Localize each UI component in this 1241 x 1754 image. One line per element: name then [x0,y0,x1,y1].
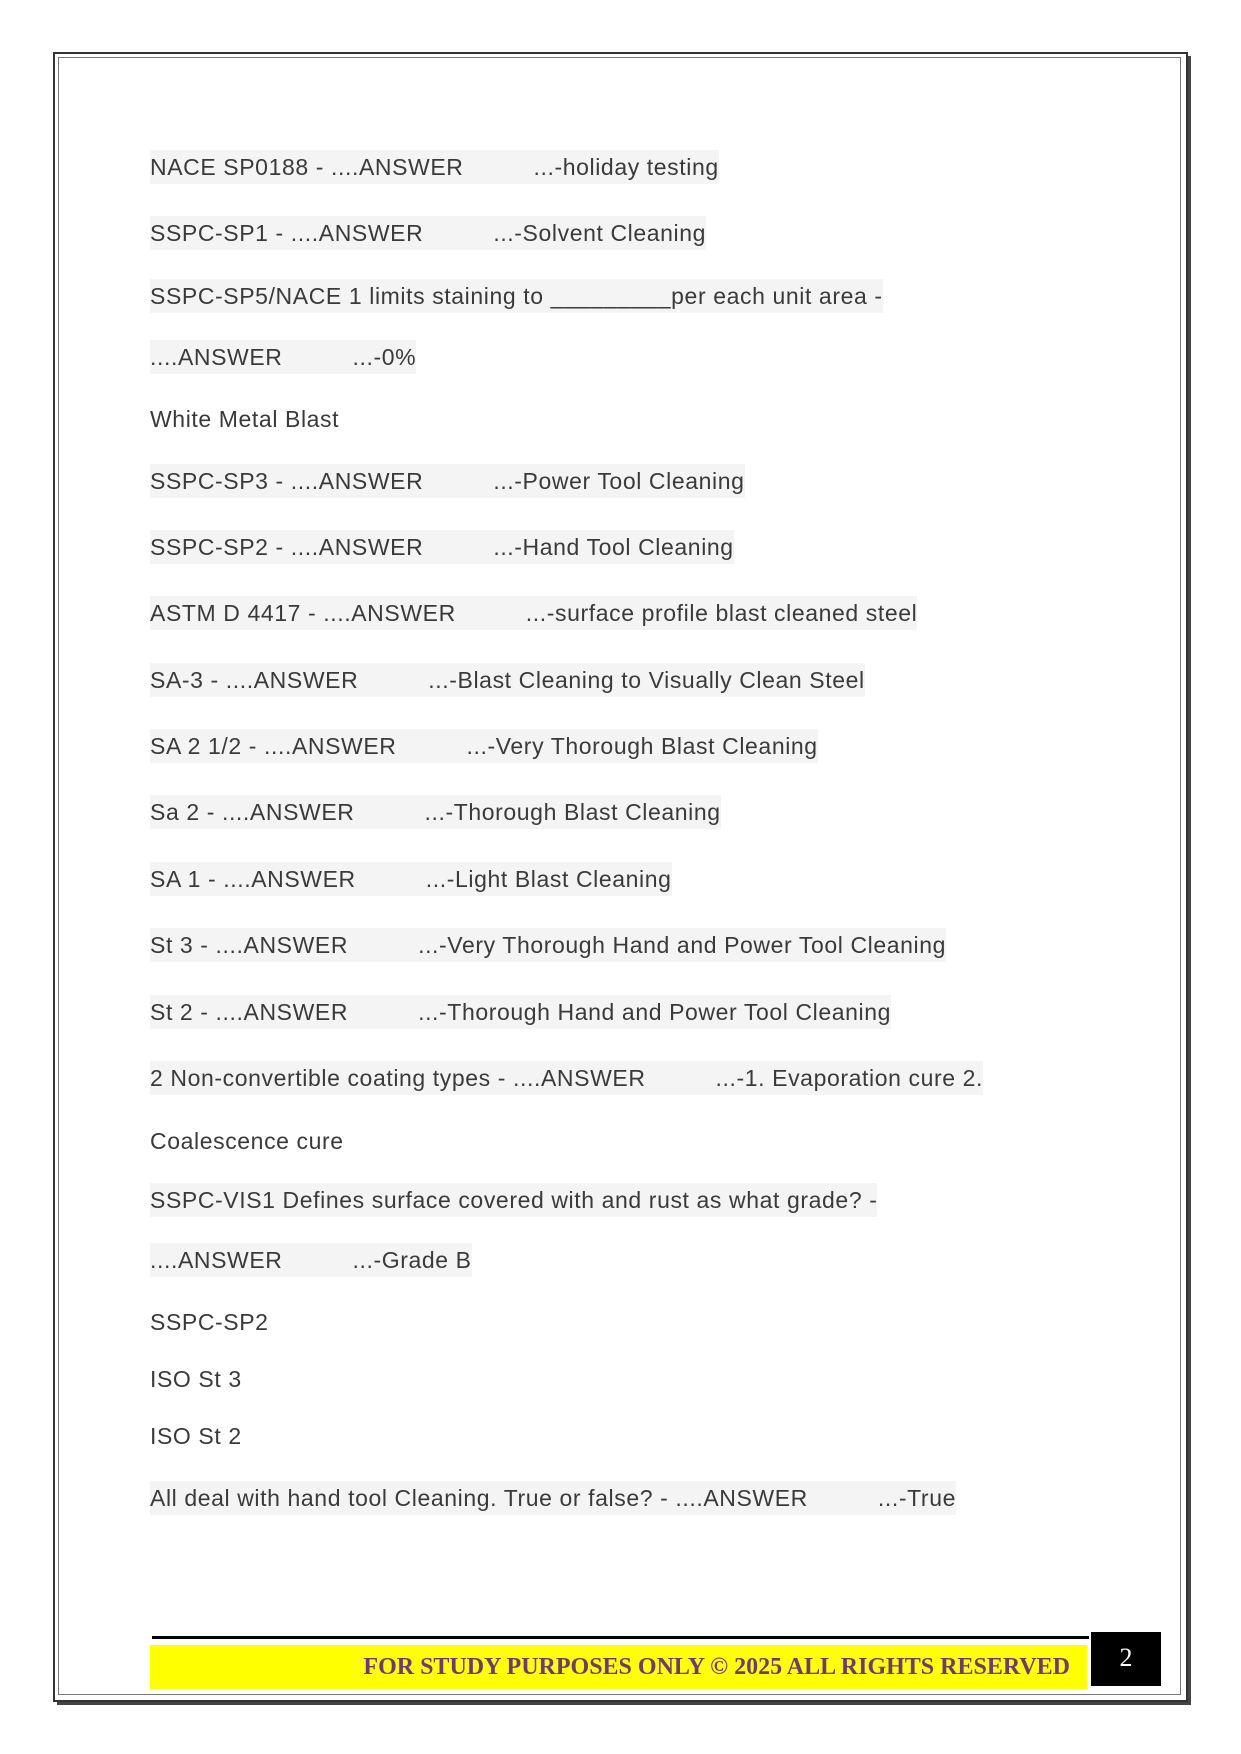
qa-line [150,1124,344,1158]
qa-line [150,795,721,829]
answer-text: ...-Blast Cleaning to Visually Clean Steel [428,667,865,693]
question-text: Sa 2 - ....ANSWER [150,799,355,825]
page-number: 2 [1091,1632,1161,1686]
qa-line [150,729,818,763]
question-text: ISO St 2 [150,1423,242,1449]
qa-line [150,150,719,184]
answer-text: ...-Thorough Blast Cleaning [424,799,721,825]
question-text: SSPC-SP2 - ....ANSWER [150,534,424,560]
question-text: ISO St 3 [150,1366,242,1392]
answer-text: ...-True [877,1485,956,1511]
qa-line [150,663,865,697]
question-text: ....ANSWER [150,344,283,370]
qa-line [150,402,339,436]
answer-text: ...-surface profile blast cleaned steel [525,600,918,626]
answer-text: ...-Thorough Hand and Power Tool Cleaning [418,999,892,1025]
question-text: SSPC-SP5/NACE 1 limits staining to _________per each unit area - [150,283,883,309]
qa-line [150,340,416,374]
answer-text: ...-holiday testing [533,154,719,180]
qa-line [150,1481,956,1515]
question-text: SSPC-VIS1 Defines surface covered with and rust as what grade? - [150,1187,878,1213]
qa-line [150,1305,269,1339]
question-text: SA 1 - ....ANSWER [150,866,356,892]
answer-text: ...-Light Blast Cleaning [425,866,672,892]
qa-line [150,216,706,250]
answer-text: ...-0% [352,344,417,370]
answer-text: ...-Hand Tool Cleaning [493,534,734,560]
qa-line [150,1061,983,1095]
qa-line [150,464,745,498]
question-text: Coalescence cure [150,1128,344,1154]
qa-line [150,928,946,962]
question-text: St 2 - ....ANSWER [150,999,349,1025]
answer-text: ...-Power Tool Cleaning [493,468,745,494]
answer-text: ...-1. Evaporation cure 2. [715,1065,983,1091]
question-text: SSPC-SP3 - ....ANSWER [150,468,424,494]
question-text: SSPC-SP1 - ....ANSWER [150,220,424,246]
question-text: White Metal Blast [150,406,340,432]
answer-text: ...-Solvent Cleaning [493,220,707,246]
qa-line [150,1362,242,1396]
qa-line [150,862,672,896]
question-text: All deal with hand tool Cleaning. True or false? - ....ANSWER [150,1485,808,1511]
answer-text: ...-Grade B [352,1247,472,1273]
qa-line [150,530,734,564]
question-text: SA 2 1/2 - ....ANSWER [150,733,397,759]
qa-line [150,279,883,313]
question-text: 2 Non-convertible coating types - ....ANSWER [150,1065,646,1091]
qa-line [150,995,891,1029]
qa-line [150,1243,472,1277]
qa-line [150,1419,242,1453]
footer-rule [152,1636,1089,1639]
answer-text: ...-Very Thorough Blast Cleaning [466,733,818,759]
question-text: ASTM D 4417 - ....ANSWER [150,600,456,626]
qa-line [150,596,917,630]
question-text: NACE SP0188 - ....ANSWER [150,154,464,180]
question-text: SSPC-SP2 [150,1309,269,1335]
answer-text: ...-Very Thorough Hand and Power Tool Cleaning [418,932,947,958]
question-text: St 3 - ....ANSWER [150,932,349,958]
question-text: SA-3 - ....ANSWER [150,667,359,693]
question-text: ....ANSWER [150,1247,283,1273]
footer-text: FOR STUDY PURPOSES ONLY © 2025 ALL RIGHTS RESERVED [363,1654,1070,1680]
qa-line [150,1183,877,1217]
